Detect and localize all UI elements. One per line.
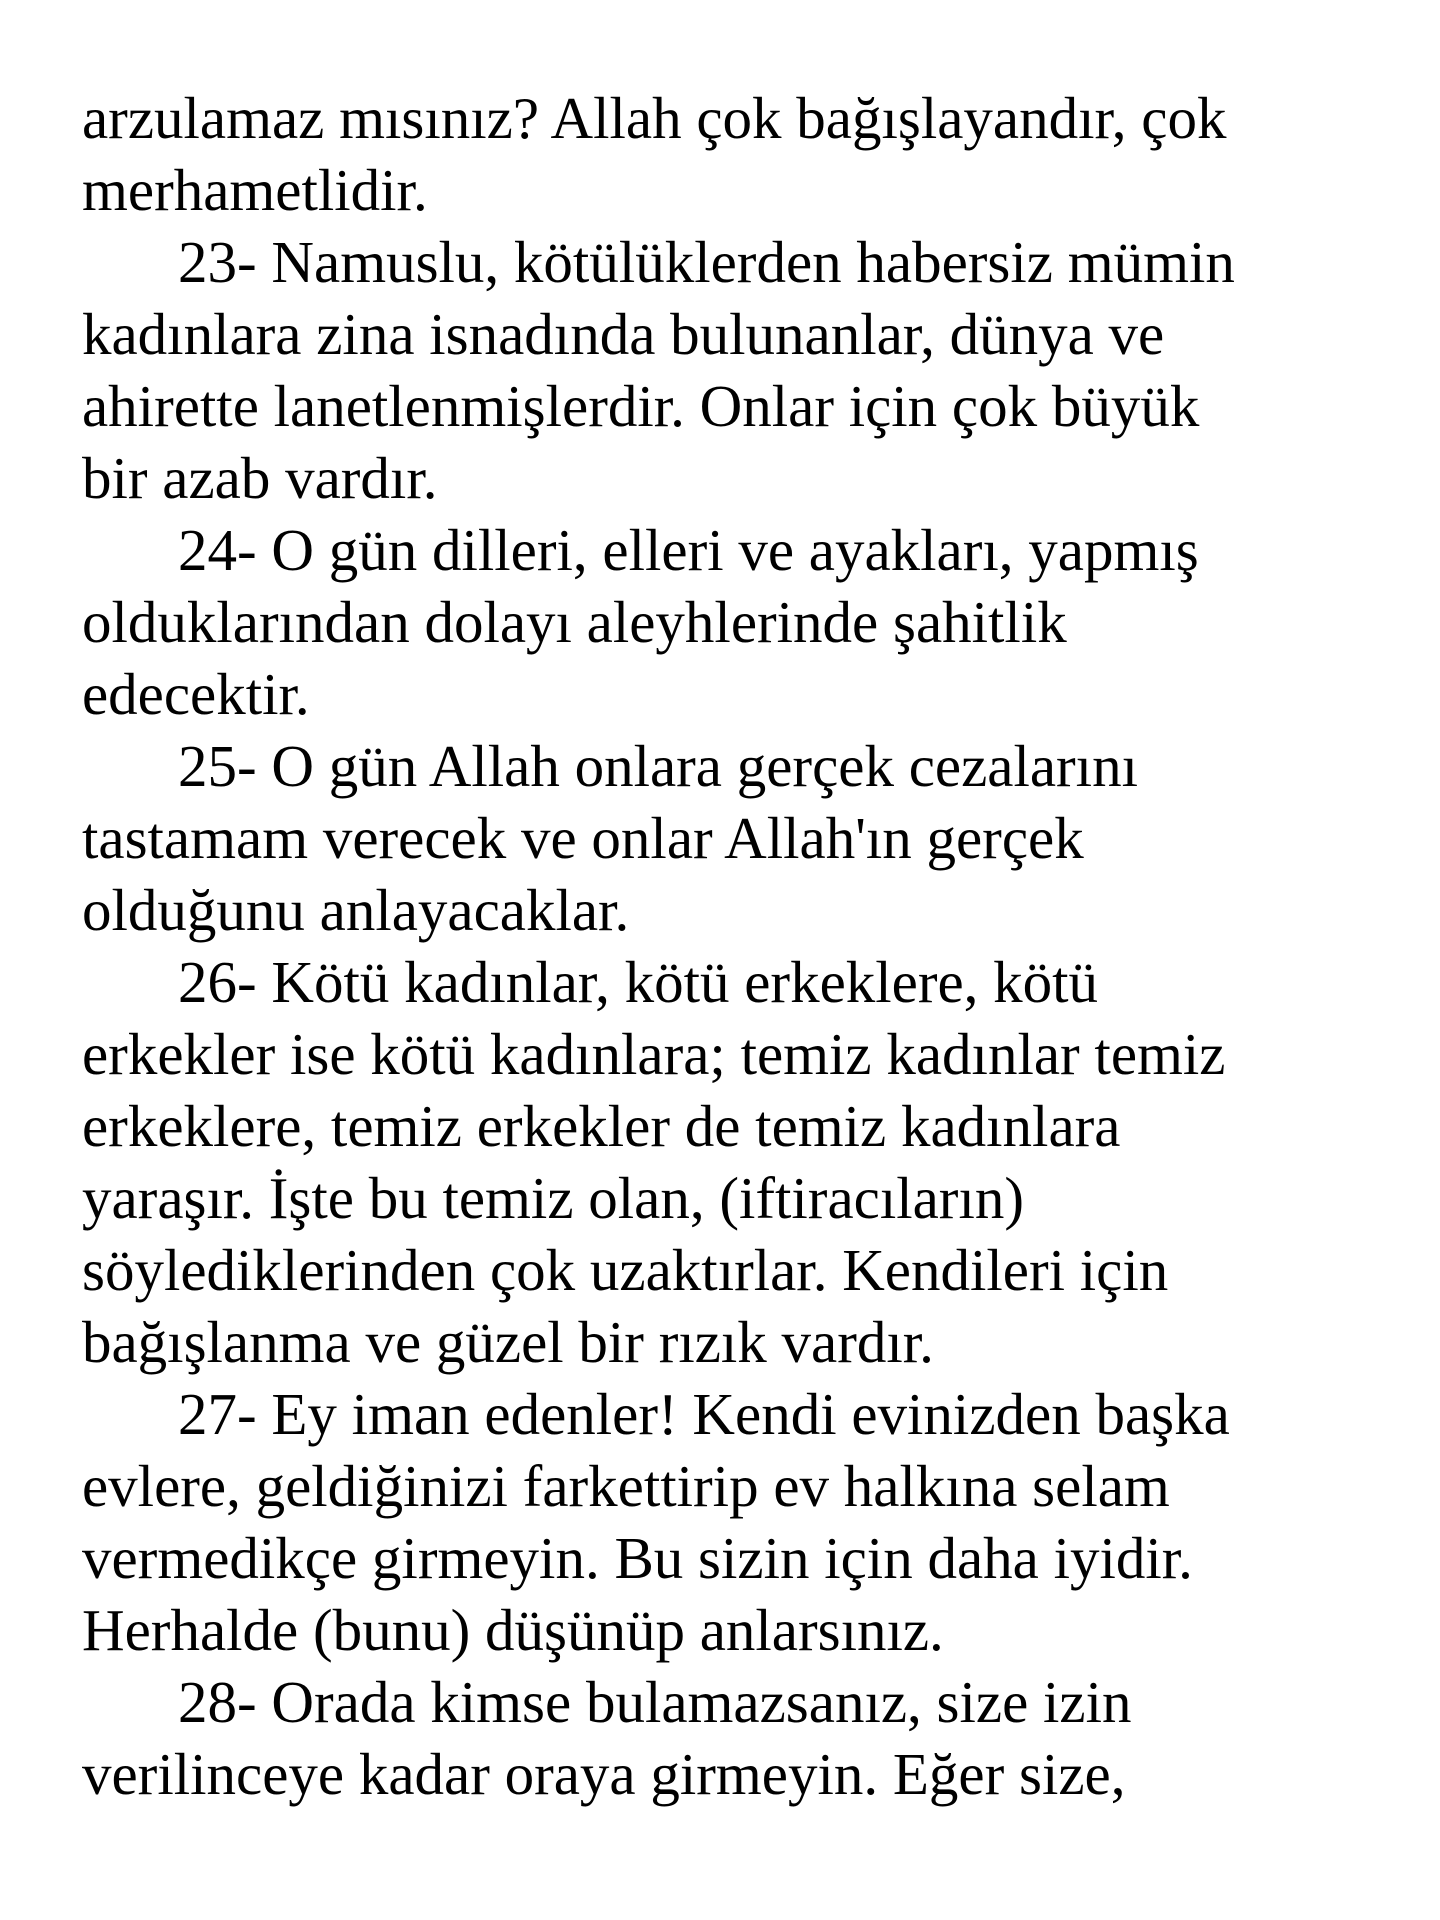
text-line: merhametlidir.: [82, 157, 428, 223]
document-page: [82, 82, 1382, 1810]
text-line: arzulamaz mısınız? Allah çok bağışlayandır, çok: [82, 85, 1227, 151]
verse-start-line: 25- O gün Allah onlara gerçek cezalarını: [178, 733, 1138, 799]
verse-start-line: 23- Namuslu, kötülüklerden habersiz mümin: [178, 229, 1235, 295]
text-line: olduklarından dolayı aleyhlerinde şahitlik: [82, 589, 1067, 655]
text-line: tastamam verecek ve onlar Allah'ın gerçek: [82, 805, 1084, 871]
text-line: bir azab vardır.: [82, 445, 438, 511]
text-line: verilinceye kadar oraya girmeyin. Eğer size,: [82, 1741, 1126, 1807]
verse-start-line: 24- O gün dilleri, elleri ve ayakları, yapmış: [178, 517, 1199, 583]
text-line: erkekler ise kötü kadınlara; temiz kadınlar temiz: [82, 1021, 1226, 1087]
text-line: olduğunu anlayacaklar.: [82, 877, 630, 943]
text-line: Herhalde (bunu) düşünüp anlarsınız.: [82, 1597, 944, 1663]
text-line: söylediklerinden çok uzaktırlar. Kendileri için: [82, 1237, 1169, 1303]
verse-start-line: 26- Kötü kadınlar, kötü erkeklere, kötü: [178, 949, 1099, 1015]
text-line: evlere, geldiğinizi farkettirip ev halkına selam: [82, 1453, 1170, 1519]
text-line: bağışlanma ve güzel bir rızık vardır.: [82, 1309, 934, 1375]
text-line: vermedikçe girmeyin. Bu sizin için daha iyidir.: [82, 1525, 1193, 1591]
text-line: erkeklere, temiz erkekler de temiz kadınlara: [82, 1093, 1121, 1159]
text-line: yaraşır. İşte bu temiz olan, (iftiracıların): [82, 1165, 1024, 1231]
text-line: ahirette lanetlenmişlerdir. Onlar için çok büyük: [82, 373, 1200, 439]
text-line: edecektir.: [82, 661, 310, 727]
verse-start-line: 27- Ey iman edenler! Kendi evinizden başka: [178, 1381, 1230, 1447]
text-line: kadınlara zina isnadında bulunanlar, dünya ve: [82, 301, 1165, 367]
verse-start-line: 28- Orada kimse bulamazsanız, size izin: [178, 1669, 1132, 1735]
